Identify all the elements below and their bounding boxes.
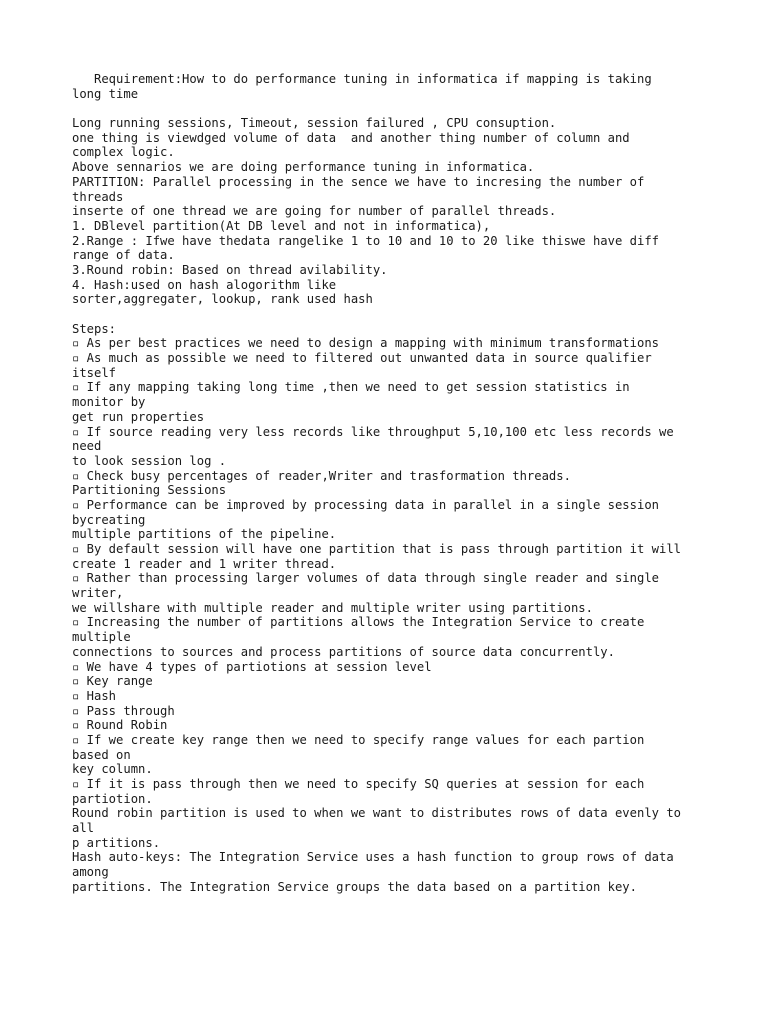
document-body: [72, 72, 712, 895]
text-line: PARTITION: Parallel processing in the sence we have to incresing the number of: [72, 174, 645, 189]
text-line: key column.: [72, 762, 153, 777]
text-line: inserte of one thread we are going for number of parallel threads.: [72, 204, 557, 219]
text-line: ▫ Performance can be improved by processing data in parallel in a single session: [72, 497, 659, 512]
text-line: ▫ Increasing the number of partitions allows the Integration Service to create: [72, 615, 645, 630]
text-line: writer,: [72, 586, 124, 601]
text-line: sorter,aggregater, lookup, rank used hash: [72, 292, 373, 307]
text-line: need: [72, 439, 102, 454]
text-line: multiple: [72, 630, 131, 645]
text-line: all: [72, 821, 95, 836]
text-line: ▫ If any mapping taking long time ,then we need to get session statistics in: [72, 380, 630, 395]
text-line: ▫ Key range: [72, 674, 153, 689]
text-line: Steps:: [72, 321, 117, 336]
text-line: ▫ As much as possible we need to filtered out unwanted data in source qualifier: [72, 351, 652, 366]
text-line: range of data.: [72, 248, 175, 263]
text-line: ▫ If it is pass through then we need to specify SQ queries at session for each: [72, 777, 645, 791]
text-line: to look session log .: [72, 453, 227, 468]
text-line: long time: [72, 86, 139, 101]
text-line: ▫ Hash: [72, 688, 117, 703]
text-line: [72, 307, 712, 322]
text-line: p artitions.: [72, 835, 161, 850]
text-line: Requirement:How to do performance tuning in informatica if mapping is taking: [72, 72, 652, 86]
text-line: ▫ Pass through: [72, 703, 175, 718]
text-line: based on: [72, 747, 131, 762]
text-line: threads: [72, 189, 124, 204]
text-line: complex logic.: [72, 145, 175, 160]
text-line: get run properties: [72, 409, 205, 424]
text-line: itself: [72, 365, 117, 380]
text-line: ▫ As per best practices we need to design a mapping with minimum transformations: [72, 336, 659, 351]
text-line: ▫ By default session will have one partition that is pass through partition it will: [72, 542, 682, 556]
text-line: ▫ If we create key range then we need to specify range values for each partion: [72, 732, 645, 747]
text-line: we willshare with multiple reader and multiple writer using partitions.: [72, 600, 593, 615]
text-line: among: [72, 865, 109, 880]
text-line: connections to sources and process partitions of source data concurrently.: [72, 644, 615, 659]
text-line: ▫ We have 4 types of partiotions at session level: [72, 659, 432, 674]
text-line: one thing is viewdged volume of data and another thing number of column and: [72, 130, 630, 145]
text-line: 4. Hash:used on hash alogorithm like: [72, 277, 337, 292]
text-line: multiple partitions of the pipeline.: [72, 527, 337, 542]
text-line: bycreating: [72, 512, 146, 527]
text-line: 2.Range : Ifwe have thedata rangelike 1 to 10 and 10 to 20 like thiswe have diff: [72, 233, 659, 248]
text-line: Above sennarios we are doing performance tuning in informatica.: [72, 160, 535, 175]
text-line: ▫ Rather than processing larger volumes of data through single reader and single: [72, 571, 659, 586]
text-line: ▫ Check busy percentages of reader,Writer and trasformation threads.: [72, 468, 571, 483]
text-line: 3.Round robin: Based on thread avilability.: [72, 262, 388, 277]
text-line: Hash auto-keys: The Integration Service uses a hash function to group rows of data: [72, 850, 674, 865]
text-line: partitions. The Integration Service groups the data based on a partition key.: [72, 879, 637, 894]
text-line: 1. DBlevel partition(At DB level and not in informatica),: [72, 218, 491, 233]
text-line: partiotion.: [72, 791, 153, 806]
text-line: ▫ Round Robin: [72, 718, 168, 733]
text-line: Long running sessions, Timeout, session failured , CPU consuption.: [72, 116, 557, 131]
text-line: monitor by: [72, 395, 146, 410]
text-line: ▫ If source reading very less records like throughput 5,10,100 etc less records we: [72, 424, 674, 439]
text-line: [72, 101, 712, 116]
text-line: create 1 reader and 1 writer thread.: [72, 556, 337, 571]
text-line: Partitioning Sessions: [72, 483, 227, 498]
text-line: Round robin partition is used to when we want to distributes rows of data evenly to: [72, 806, 682, 821]
